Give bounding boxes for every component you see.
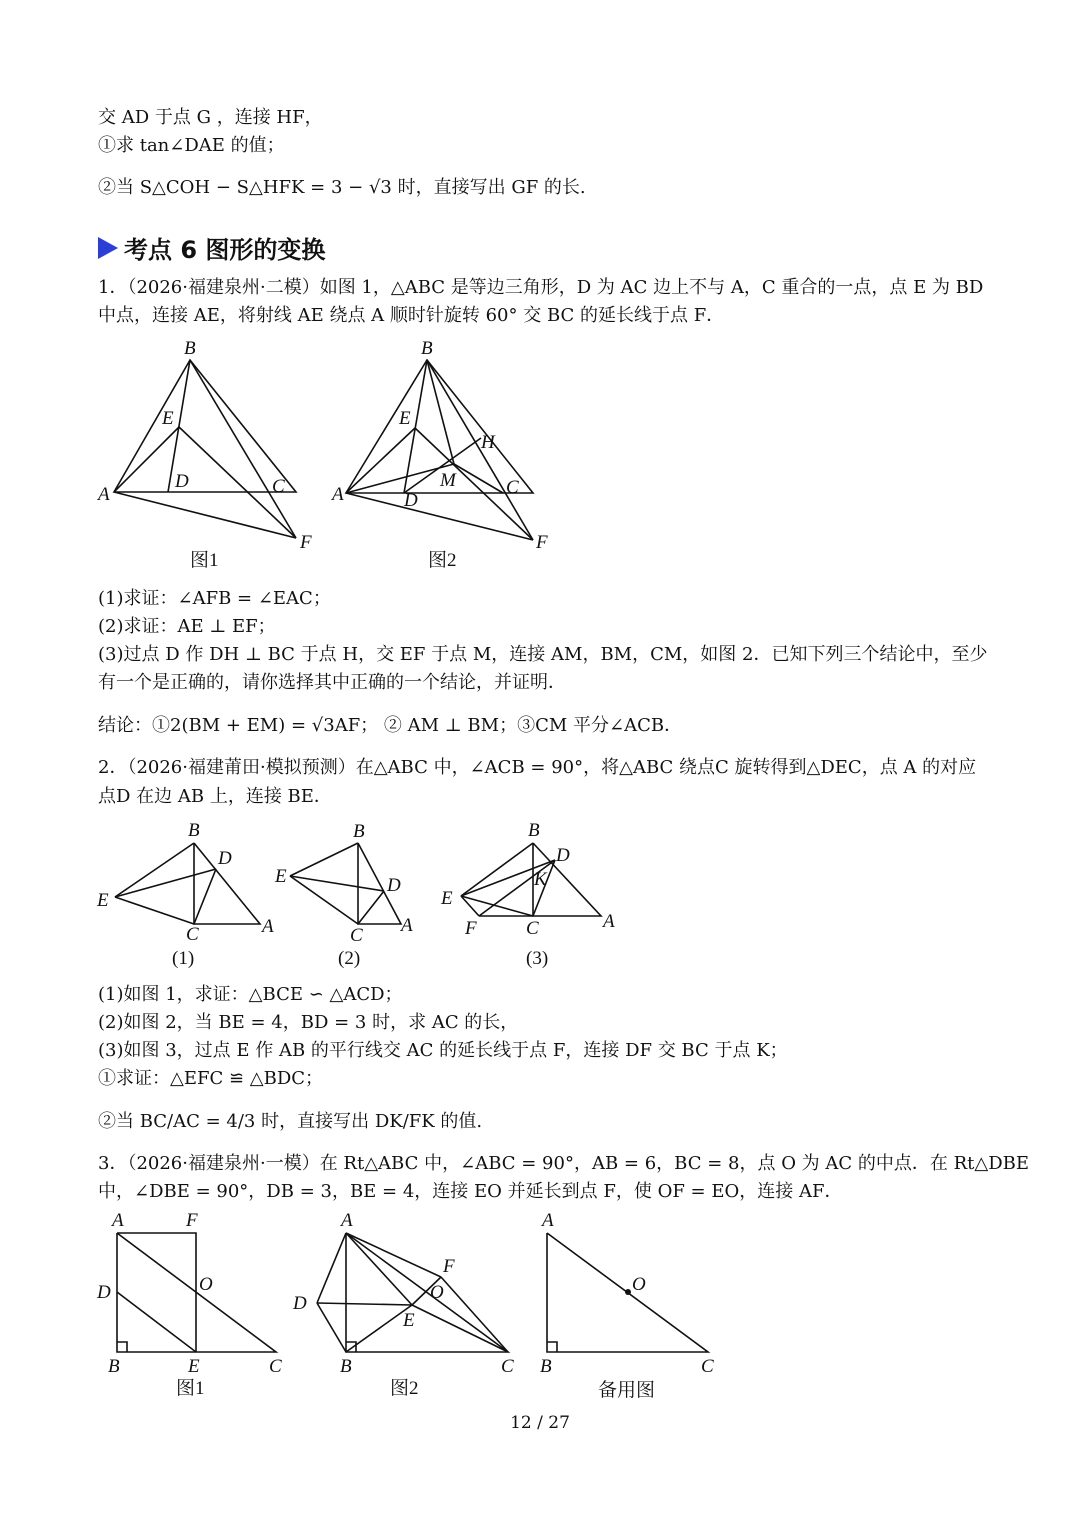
q2-part-3i: ①求证：△EFC ≌ △BDC；	[98, 1068, 324, 1089]
label-E: E	[275, 866, 287, 887]
label-E: E	[403, 1310, 415, 1331]
label-B: B	[108, 1356, 120, 1377]
q2-line-2: 点D 在边 AB 上，连接 BE．	[98, 786, 332, 807]
label-F: F	[443, 1256, 455, 1277]
q3-figure-2	[292, 1210, 514, 1399]
caption-fig1: 图1	[190, 550, 219, 571]
label-A: A	[603, 911, 615, 932]
label-B: B	[188, 820, 200, 841]
label-E: E	[441, 888, 453, 909]
label-A: A	[262, 916, 274, 937]
midpoint-O-dot	[625, 1289, 631, 1295]
label-O: O	[430, 1282, 444, 1303]
q3-line-2: 中，∠DBE = 90°，DB = 3，BE = 4，连接 EO 并延长到点 F，使 OF = EO，连接 AF．	[98, 1181, 843, 1202]
label-O: O	[199, 1274, 213, 1295]
label-F2: F	[536, 532, 548, 553]
label-F: F	[465, 918, 477, 939]
q2-part-1: (1)如图 1，求证：△BCE ∽ △ACD；	[98, 984, 403, 1005]
q1-line-1: 1．（2026·福建泉州·二模）如图 1，△ABC 是等边三角形，D 为 AC 边上不与 A，C 重合的一点，点 E 为 BD	[98, 277, 984, 298]
label-A: A	[341, 1210, 353, 1231]
label-E: E	[188, 1356, 200, 1377]
label-C2: C	[506, 477, 519, 498]
q3-figure-1	[96, 1210, 282, 1399]
label-A: A	[401, 915, 413, 936]
label-D: D	[293, 1293, 307, 1314]
label-C: C	[269, 1356, 282, 1377]
q3-figure-3	[540, 1210, 714, 1401]
q1-part-3a: (3)过点 D 作 DH ⊥ BC 于点 H，交 EF 于点 M，连接 AM，BM，CM，如图 2．已知下列三个结论中，至少	[98, 644, 988, 665]
label-D: D	[556, 845, 570, 866]
caption-fig-2-1: (1)	[172, 948, 195, 969]
label-B: B	[340, 1356, 352, 1377]
prev-line-2: ①求 tan∠DAE 的值；	[98, 135, 285, 156]
caption-q3-fig1: 图1	[176, 1378, 205, 1399]
caption-fig-2-3: (3)	[526, 948, 549, 969]
q1-part-3b: 有一个是正确的，请你选择其中正确的一个结论，并证明．	[98, 672, 566, 693]
label-C: C	[526, 918, 539, 939]
caption-q3-fig2: 图2	[390, 1378, 419, 1399]
caption-fig-2-2: (2)	[338, 948, 361, 969]
label-D: D	[387, 875, 401, 896]
label-D: D	[97, 1282, 111, 1303]
label-A: A	[112, 1210, 124, 1231]
q1-part-2: (2)求证：AE ⊥ EF；	[98, 616, 276, 637]
caption-q3-fig3: 备用图	[598, 1380, 656, 1401]
caption-fig2: 图2	[428, 550, 457, 571]
q3-line-1: 3．（2026·福建泉州·一模）在 Rt△ABC 中，∠ABC = 90°，AB = 6，BC = 8，点 O 为 AC 的中点．在 Rt△DBE	[98, 1153, 1030, 1174]
label-B: B	[353, 821, 365, 842]
label-E: E	[162, 408, 174, 429]
label-B: B	[540, 1356, 552, 1377]
q2-part-3ii: ②当 BC/AC = 4/3 时，直接写出 DK/FK 的值.	[98, 1111, 483, 1132]
q1-conclusion: 结论：①2(BM + EM) = √3AF； ② AM ⊥ BM；③CM 平分∠ACB．	[98, 715, 683, 736]
label-B: B	[184, 338, 196, 359]
label-A2: A	[332, 484, 344, 505]
q1-part-1: (1)求证：∠AFB = ∠EAC；	[98, 588, 331, 609]
label-O: O	[632, 1274, 646, 1295]
label-E: E	[97, 890, 109, 911]
q2-part-3: (3)如图 3，过点 E 作 AB 的平行线交 AC 的延长线于点 F，连接 DF 交 BC 于点 K；	[98, 1040, 788, 1061]
label-F: F	[300, 532, 312, 553]
label-C: C	[350, 925, 363, 946]
q2-part-2: (2)如图 2，当 BE = 4，BD = 3 时，求 AC 的长，	[98, 1012, 519, 1033]
label-B: B	[528, 820, 540, 841]
label-C: C	[701, 1356, 714, 1377]
label-M: M	[440, 470, 456, 491]
label-C: C	[272, 476, 285, 497]
q1-line-2: 中点，连接 AE，将射线 AE 绕点 A 顺时针旋转 60° 交 BC 的延长线于点 F．	[98, 305, 725, 326]
label-A: A	[542, 1210, 554, 1231]
section-title-text: 考点 6 图形的变换	[124, 236, 326, 264]
label-D: D	[218, 848, 232, 869]
label-C: C	[501, 1356, 514, 1377]
label-K: K	[534, 869, 547, 890]
label-C: C	[186, 924, 199, 945]
label-D: D	[175, 471, 189, 492]
prev-line-3: ②当 S△COH − S△HFK = 3 − √3 时，直接写出 GF 的长.	[98, 177, 586, 198]
label-E2: E	[399, 408, 411, 429]
label-H: H	[481, 432, 495, 453]
prev-line-1: 交 AD 于点 G ，连接 HF，	[98, 107, 323, 128]
q2-line-1: 2．（2026·福建莆田·模拟预测）在△ABC 中，∠ACB = 90°，将△ABC 绕点C 旋转得到△DEC，点 A 的对应	[98, 757, 977, 778]
page-number: 12 / 27	[510, 1413, 570, 1433]
label-A: A	[98, 484, 110, 505]
label-B2: B	[421, 338, 433, 359]
label-F: F	[186, 1210, 198, 1231]
label-D2: D	[404, 490, 418, 511]
